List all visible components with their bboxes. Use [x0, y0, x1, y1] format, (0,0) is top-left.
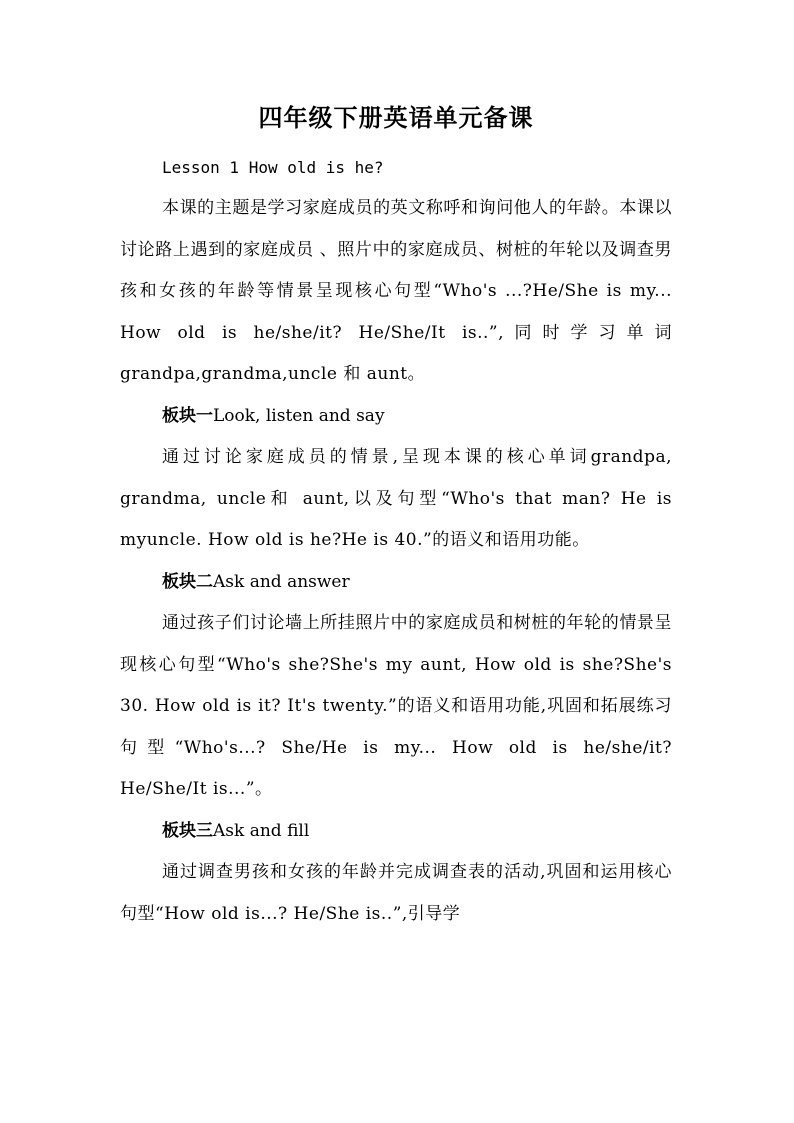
section-paragraph-1: 通过讨论家庭成员的情景,呈现本课的核心单词grandpa, grandma, uncle和 aunt,以及句型“Who's that man? He is myuncle. How old is he?He is 40.”的语义和语用功能。	[120, 447, 672, 550]
document-title: 四年级下册英语单元备课	[258, 103, 534, 132]
lesson-heading: Lesson 1 How old is he?	[162, 158, 384, 177]
section-title: Ask and fill	[213, 820, 310, 841]
section-heading-2	[120, 562, 672, 604]
section-title: Ask and answer	[213, 571, 350, 592]
section-heading-3	[120, 811, 672, 853]
section-title: Look, listen and say	[213, 405, 385, 426]
section-heading-1	[120, 396, 672, 438]
intro-paragraph: 本课的主题是学习家庭成员的英文称呼和询问他人的年龄。本课以讨论路上遇到的家庭成员 、照片中的家庭成员、树桩的年轮以及调查男孩和女孩的年龄等情景呈现核心句型“Who's ...?He/She is my... How old is he/she/it? He/She/It is..”,同时学习单词 grandpa,grandma,uncle 和 aunt。	[120, 198, 672, 384]
section-paragraph-3: 通过调查男孩和女孩的年龄并完成调查表的活动,巩固和运用核心句型“How old is...? He/She is..”,引导学	[120, 862, 672, 924]
section-label: 板块三	[162, 820, 213, 841]
section-label: 板块二	[162, 571, 213, 592]
section-label: 板块一	[162, 405, 213, 426]
section-paragraph-2: 通过孩子们讨论墙上所挂照片中的家庭成员和树桩的年轮的情景呈现核心句型“Who's she?She's my aunt, How old is she?She's 30. How old is it? It's twenty.”的语义和语用功能,巩固和拓展练习句型“Who's...? She/He is my... How old is he/she/it? He/She/It is...”。	[120, 613, 672, 799]
